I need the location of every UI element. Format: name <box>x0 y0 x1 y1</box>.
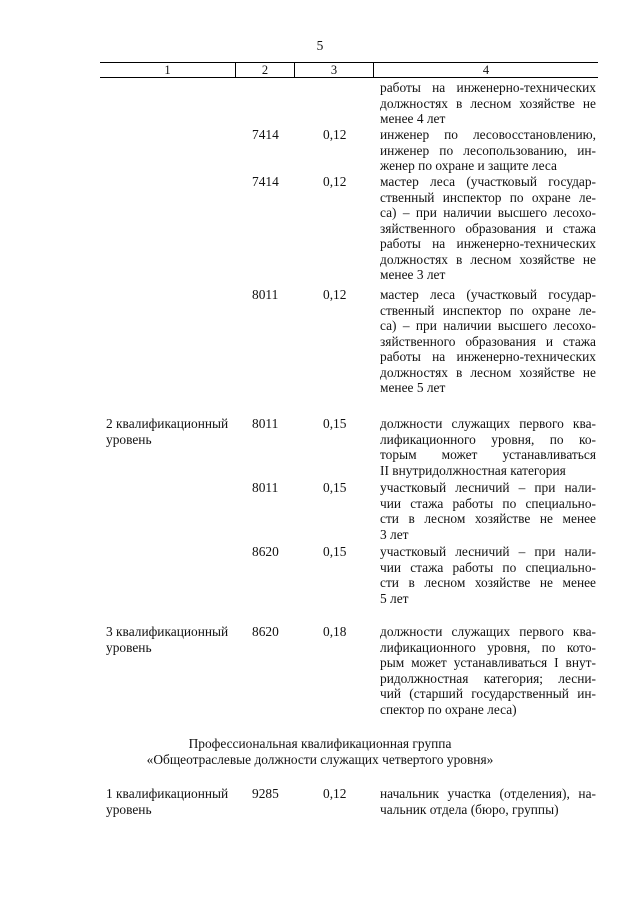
qualification-level: 1 квалификационный уровень <box>106 786 229 817</box>
section-subtitle: «Общеотраслевые должности служащих четвертого уровня» <box>146 752 494 767</box>
position-code: 8011 <box>252 480 279 495</box>
position-coefficient: 0,15 <box>323 544 347 559</box>
position-description: должности служащих первого ква- лификационного уровня, по кото- рым может устанавливаться I внут- ридолжностная категория; лесни- чий (старший государственный ин- спектор по охране леса) <box>380 624 596 717</box>
qualification-level: 3 квалификационный уровень <box>106 624 229 655</box>
position-code: 8620 <box>252 624 279 639</box>
position-coefficient: 0,12 <box>323 127 347 142</box>
position-code: 8011 <box>252 416 279 431</box>
header-col-3: 3 <box>330 63 338 77</box>
position-coefficient: 0,15 <box>323 480 347 495</box>
position-description: работы на инженерно-технических должностях в лесном хозяйстве не менее 4 лет <box>380 80 596 126</box>
position-description: инженер по лесовосстановлению, инженер по лесопользованию, ин- женер по охране и защите леса <box>380 127 596 173</box>
section-title: Профессиональная квалификационная группа <box>188 736 452 751</box>
position-coefficient: 0,12 <box>323 174 347 189</box>
position-code: 7414 <box>252 127 279 142</box>
table-header <box>100 62 598 78</box>
position-code: 8011 <box>252 287 279 302</box>
position-code: 8620 <box>252 544 279 559</box>
position-description: мастер леса (участковый государ- ственный инспектор по охране ле- са) – при наличии высшего лесохо- зяйственного образования и стажа работы на инженерно-технических должностях в лесном хозяйстве не менее 3 лет <box>380 174 596 282</box>
qualification-level: 2 квалификационный уровень <box>106 416 229 447</box>
position-description: участковый лесничий – при нали- чии стажа работы по специально- сти в лесном хозяйстве не менее 3 лет <box>380 480 596 542</box>
position-coefficient: 0,12 <box>323 287 347 302</box>
position-code: 7414 <box>252 174 279 189</box>
position-coefficient: 0,15 <box>323 416 347 431</box>
position-code: 9285 <box>252 786 279 801</box>
position-description: начальник участка (отделения), на- чальник отдела (бюро, группы) <box>380 786 596 817</box>
header-col-1: 1 <box>164 63 171 77</box>
position-description: участковый лесничий – при нали- чии стажа работы по специально- сти в лесном хозяйстве не менее 5 лет <box>380 544 596 606</box>
page-number: 5 <box>316 38 324 53</box>
header-col-2: 2 <box>261 63 269 77</box>
position-description: должности служащих первого ква- лификационного уровня, по ко- торым может устанавливаться II внутридолжностная категория <box>380 416 596 478</box>
position-description: мастер леса (участковый государ- ственный инспектор по охране ле- са) – при наличии высшего лесохо- зяйственного образования и стажа работы на инженерно-технических должностях в лесном хозяйстве не менее 5 лет <box>380 287 596 395</box>
header-col-4: 4 <box>482 63 490 77</box>
position-coefficient: 0,18 <box>323 624 347 639</box>
position-coefficient: 0,12 <box>323 786 347 801</box>
